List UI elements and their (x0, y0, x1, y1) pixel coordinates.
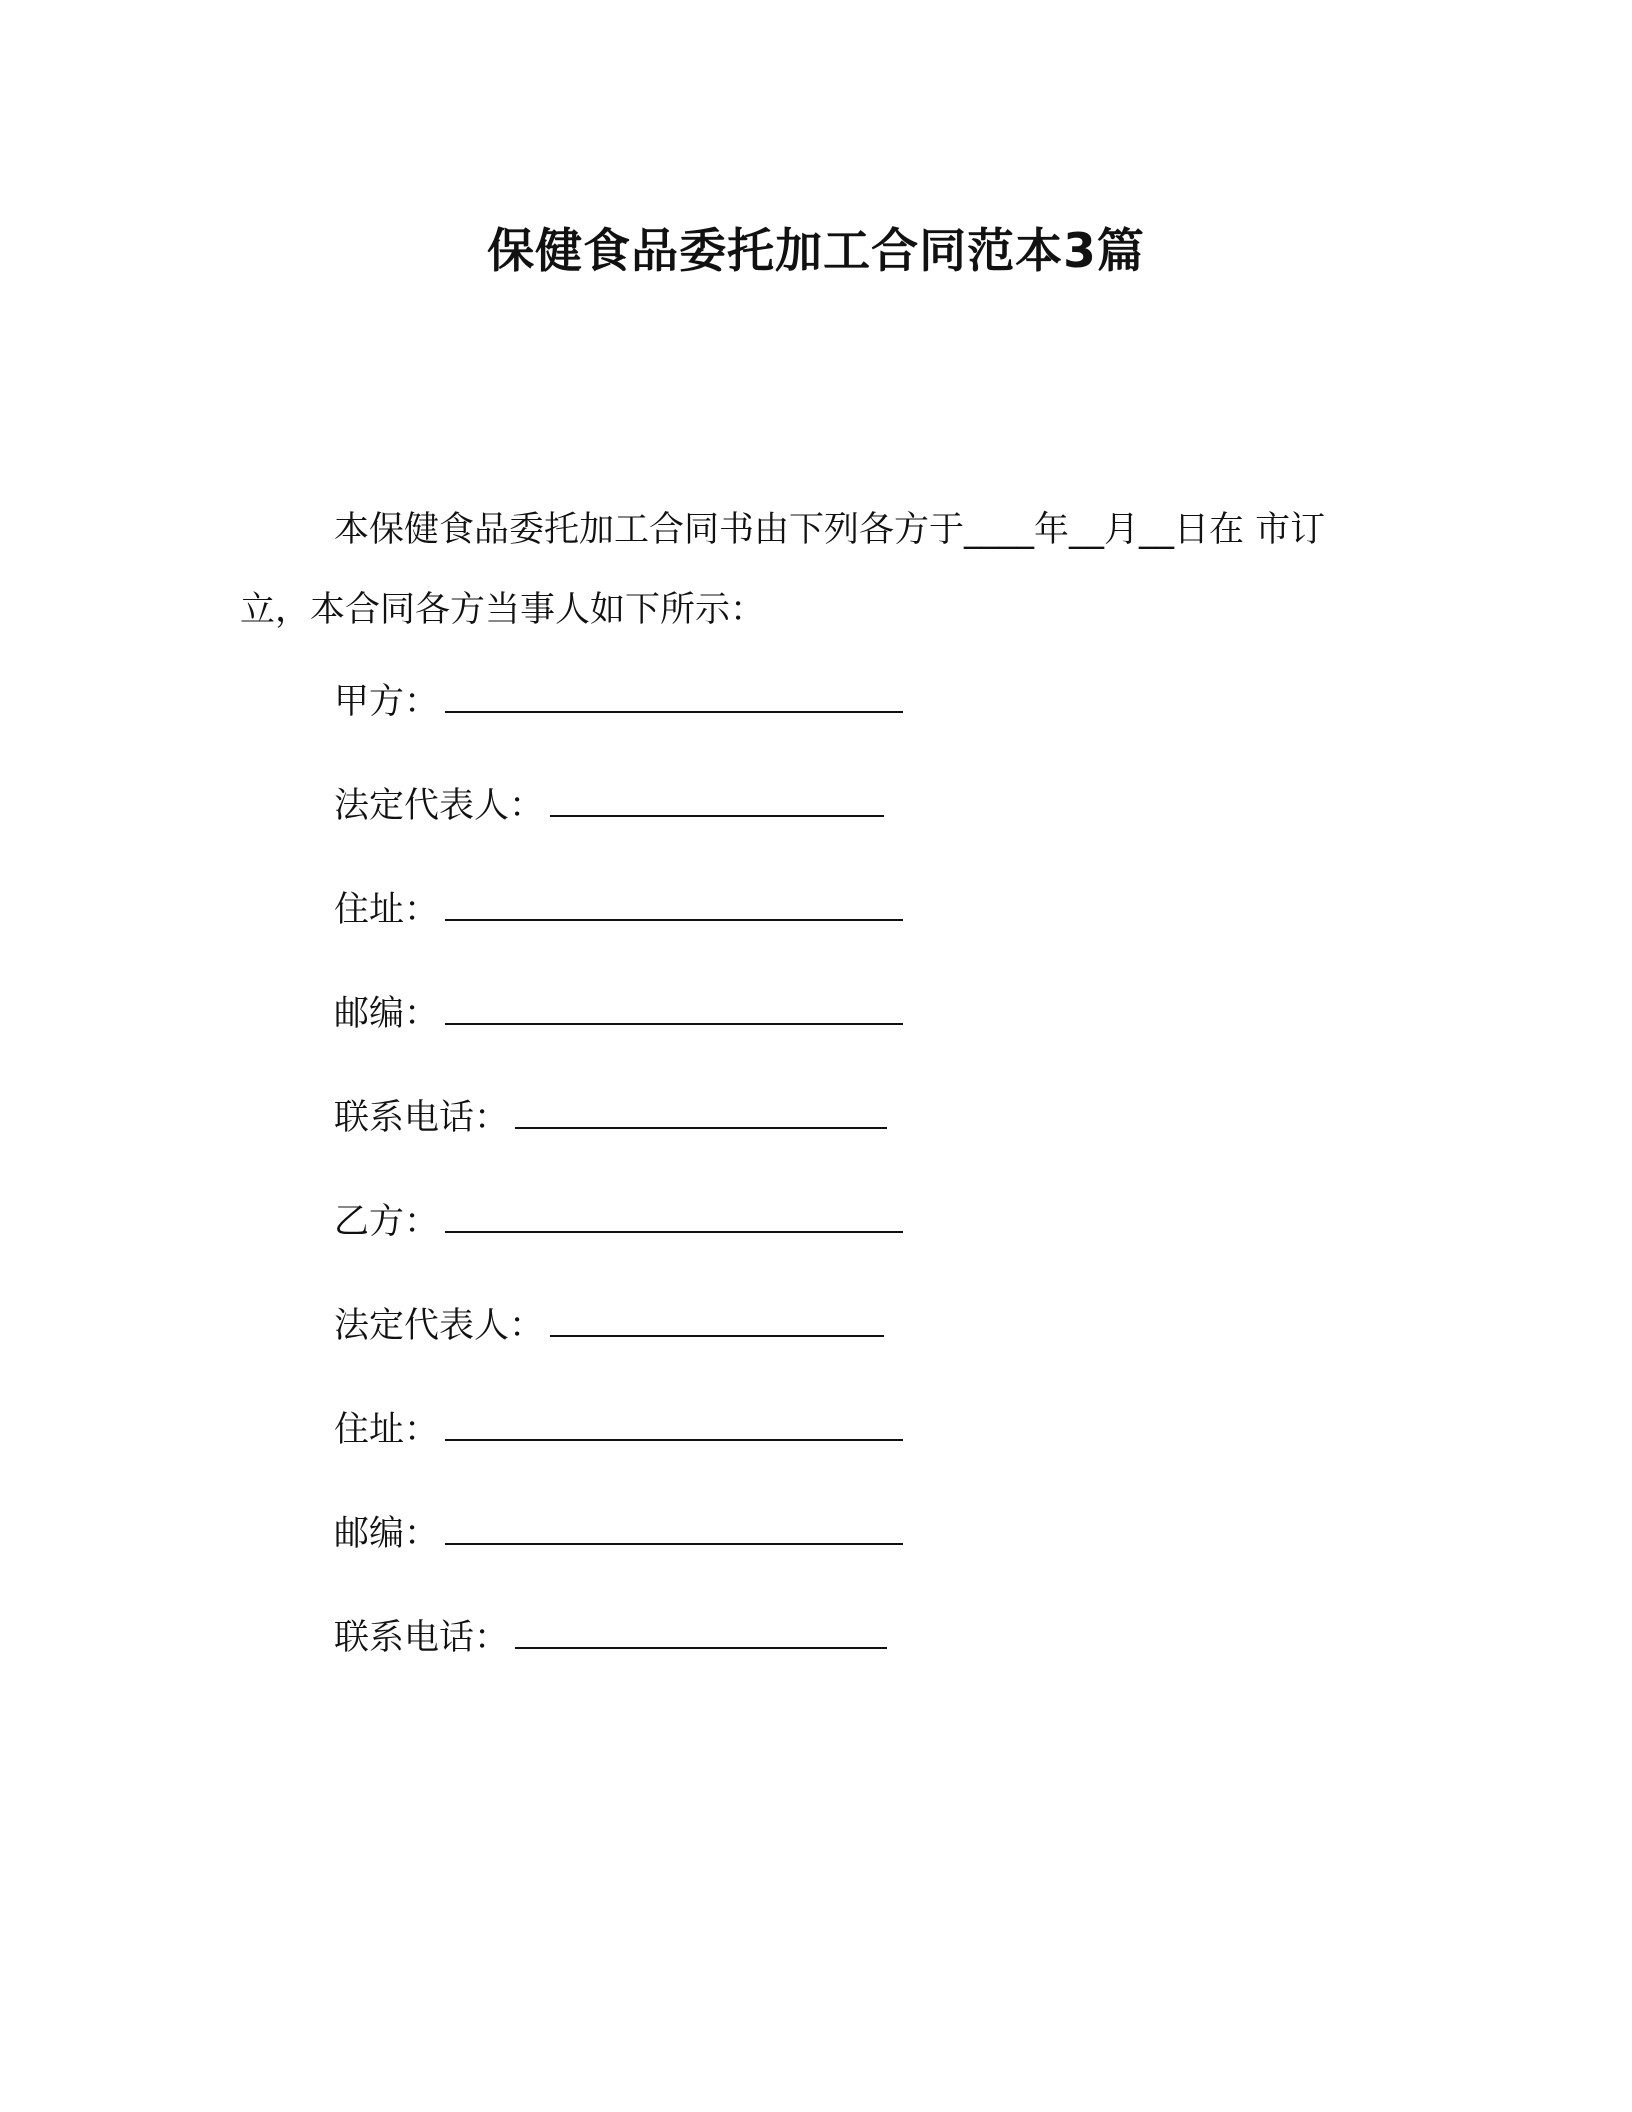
fill-in-blank (445, 1193, 903, 1233)
field-label: 法定代表人： (334, 786, 545, 826)
field-postcode-b (334, 1504, 1234, 1608)
field-label: 邮编： (334, 1514, 440, 1554)
field-legal-rep-a (334, 776, 1234, 880)
field-party-b (334, 1192, 1234, 1296)
document-title: 保健食品委托加工合同范本3篇 (487, 224, 1145, 279)
fill-in-blank (445, 1505, 903, 1545)
fill-in-blank (515, 1609, 887, 1649)
field-phone-a (334, 1088, 1234, 1192)
field-label: 住址： (334, 1410, 440, 1450)
fill-in-blank (550, 1297, 884, 1337)
field-party-a (334, 672, 1234, 776)
field-address-b (334, 1400, 1234, 1504)
field-legal-rep-b (334, 1296, 1234, 1400)
field-label: 乙方： (334, 1202, 440, 1242)
fill-in-blank (550, 777, 884, 817)
party-fields (334, 672, 1234, 1712)
field-phone-b (334, 1608, 1234, 1712)
field-label: 住址： (334, 890, 440, 930)
fill-in-blank (515, 1089, 887, 1129)
fill-in-blank (445, 673, 903, 713)
fill-in-blank (445, 985, 903, 1025)
field-label: 联系电话： (334, 1098, 510, 1138)
intro-paragraph: 本保健食品委托加工合同书由下列各方于____年__月__日在 市订立，本合同各方当事人如下所示： (240, 510, 1326, 630)
field-address-a (334, 880, 1234, 984)
field-postcode-a (334, 984, 1234, 1088)
field-label: 联系电话： (334, 1618, 510, 1658)
field-label: 邮编： (334, 994, 440, 1034)
field-label: 法定代表人： (334, 1306, 545, 1346)
fill-in-blank (445, 881, 903, 921)
field-label: 甲方： (334, 682, 440, 722)
fill-in-blank (445, 1401, 903, 1441)
